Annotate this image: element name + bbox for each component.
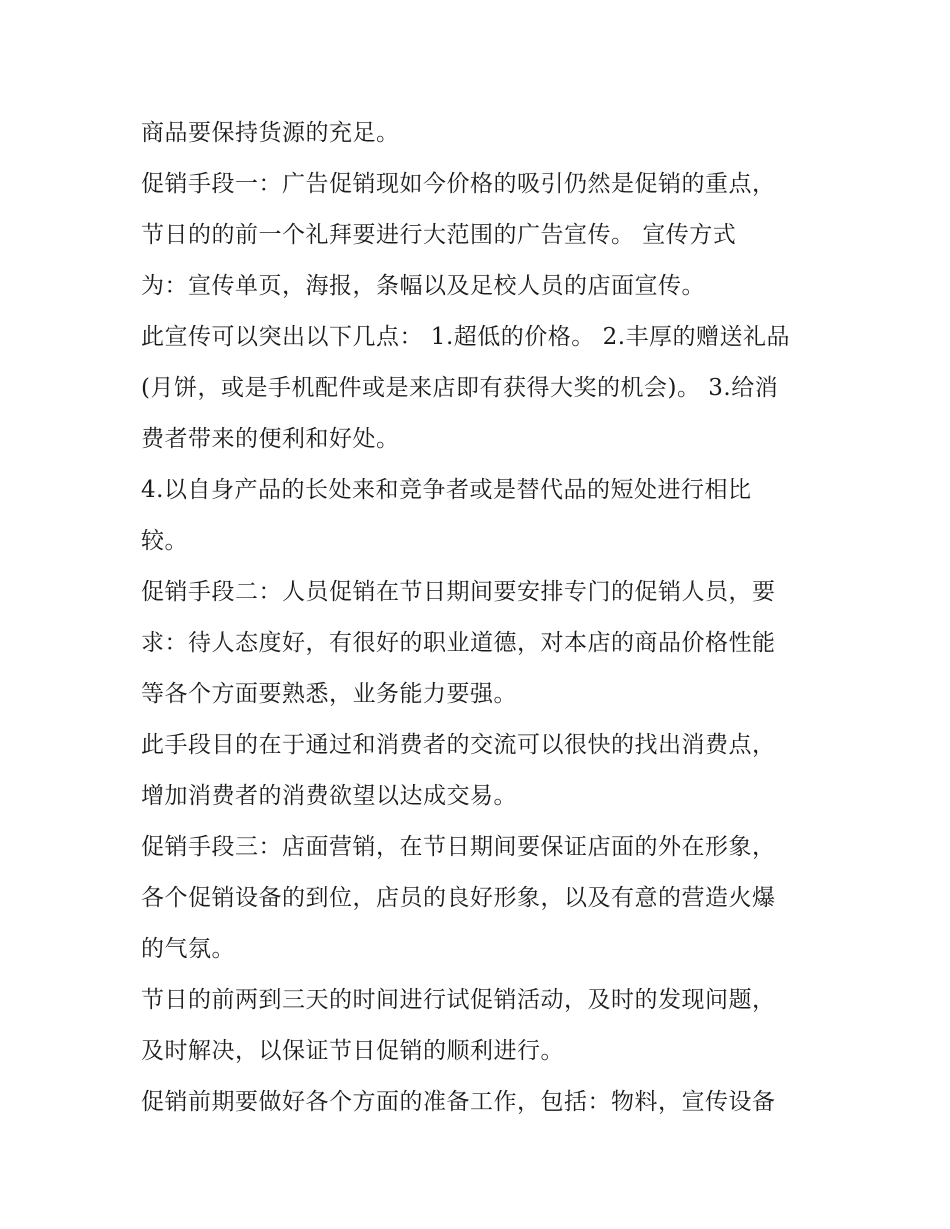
document-body: [141, 108, 821, 1128]
text-line: 为：宣传单页，海报，条幅以及足校人员的店面宣传。: [141, 273, 705, 299]
text-line: 各个促销设备的到位，店员的良好形象，以及有意的营造火爆: [141, 885, 776, 911]
text-line: 此手段目的在于通过和消费者的交流可以很快的找出消费点，: [141, 732, 776, 758]
text-line: 4.以自身产品的长处来和竞争者或是替代品的短处进行相比: [141, 477, 752, 503]
text-line: 增加消费者的消费欲望以达成交易。: [141, 783, 517, 809]
text-line: 此宣传可以突出以下几点： 1.超低的价格。 2.丰厚的赠送礼品: [141, 324, 791, 350]
text-line: 求：待人态度好，有很好的职业道德，对本店的商品价格性能: [141, 630, 776, 656]
text-line: 的气氛。: [141, 936, 235, 962]
text-line: 节日的的前一个礼拜要进行大范围的广告宣传。 宣传方式: [141, 222, 737, 248]
text-line: 促销手段三：店面营销，在节日期间要保证店面的外在形象，: [141, 834, 776, 860]
text-line: 及时解决，以保证节日促销的顺利进行。: [141, 1038, 564, 1064]
text-line: 较。: [141, 528, 188, 554]
text-line: 促销前期要做好各个方面的准备工作，包括：物料，宣传设备: [141, 1089, 776, 1115]
text-line: 等各个方面要熟悉，业务能力要强。: [141, 681, 517, 707]
text-line: 费者带来的便利和好处。: [141, 426, 400, 452]
text-line: 促销手段二：人员促销在节日期间要安排专门的促销人员，要: [141, 579, 776, 605]
text-line: 节日的前两到三天的时间进行试促销活动，及时的发现问题，: [141, 987, 776, 1013]
text-line: 商品要保持货源的充足。: [141, 120, 400, 146]
text-line: 促销手段一：广告促销现如今价格的吸引仍然是促销的重点，: [141, 171, 776, 197]
text-line: (月饼，或是手机配件或是来店即有获得大奖的机会)。 3.给消: [141, 375, 779, 401]
